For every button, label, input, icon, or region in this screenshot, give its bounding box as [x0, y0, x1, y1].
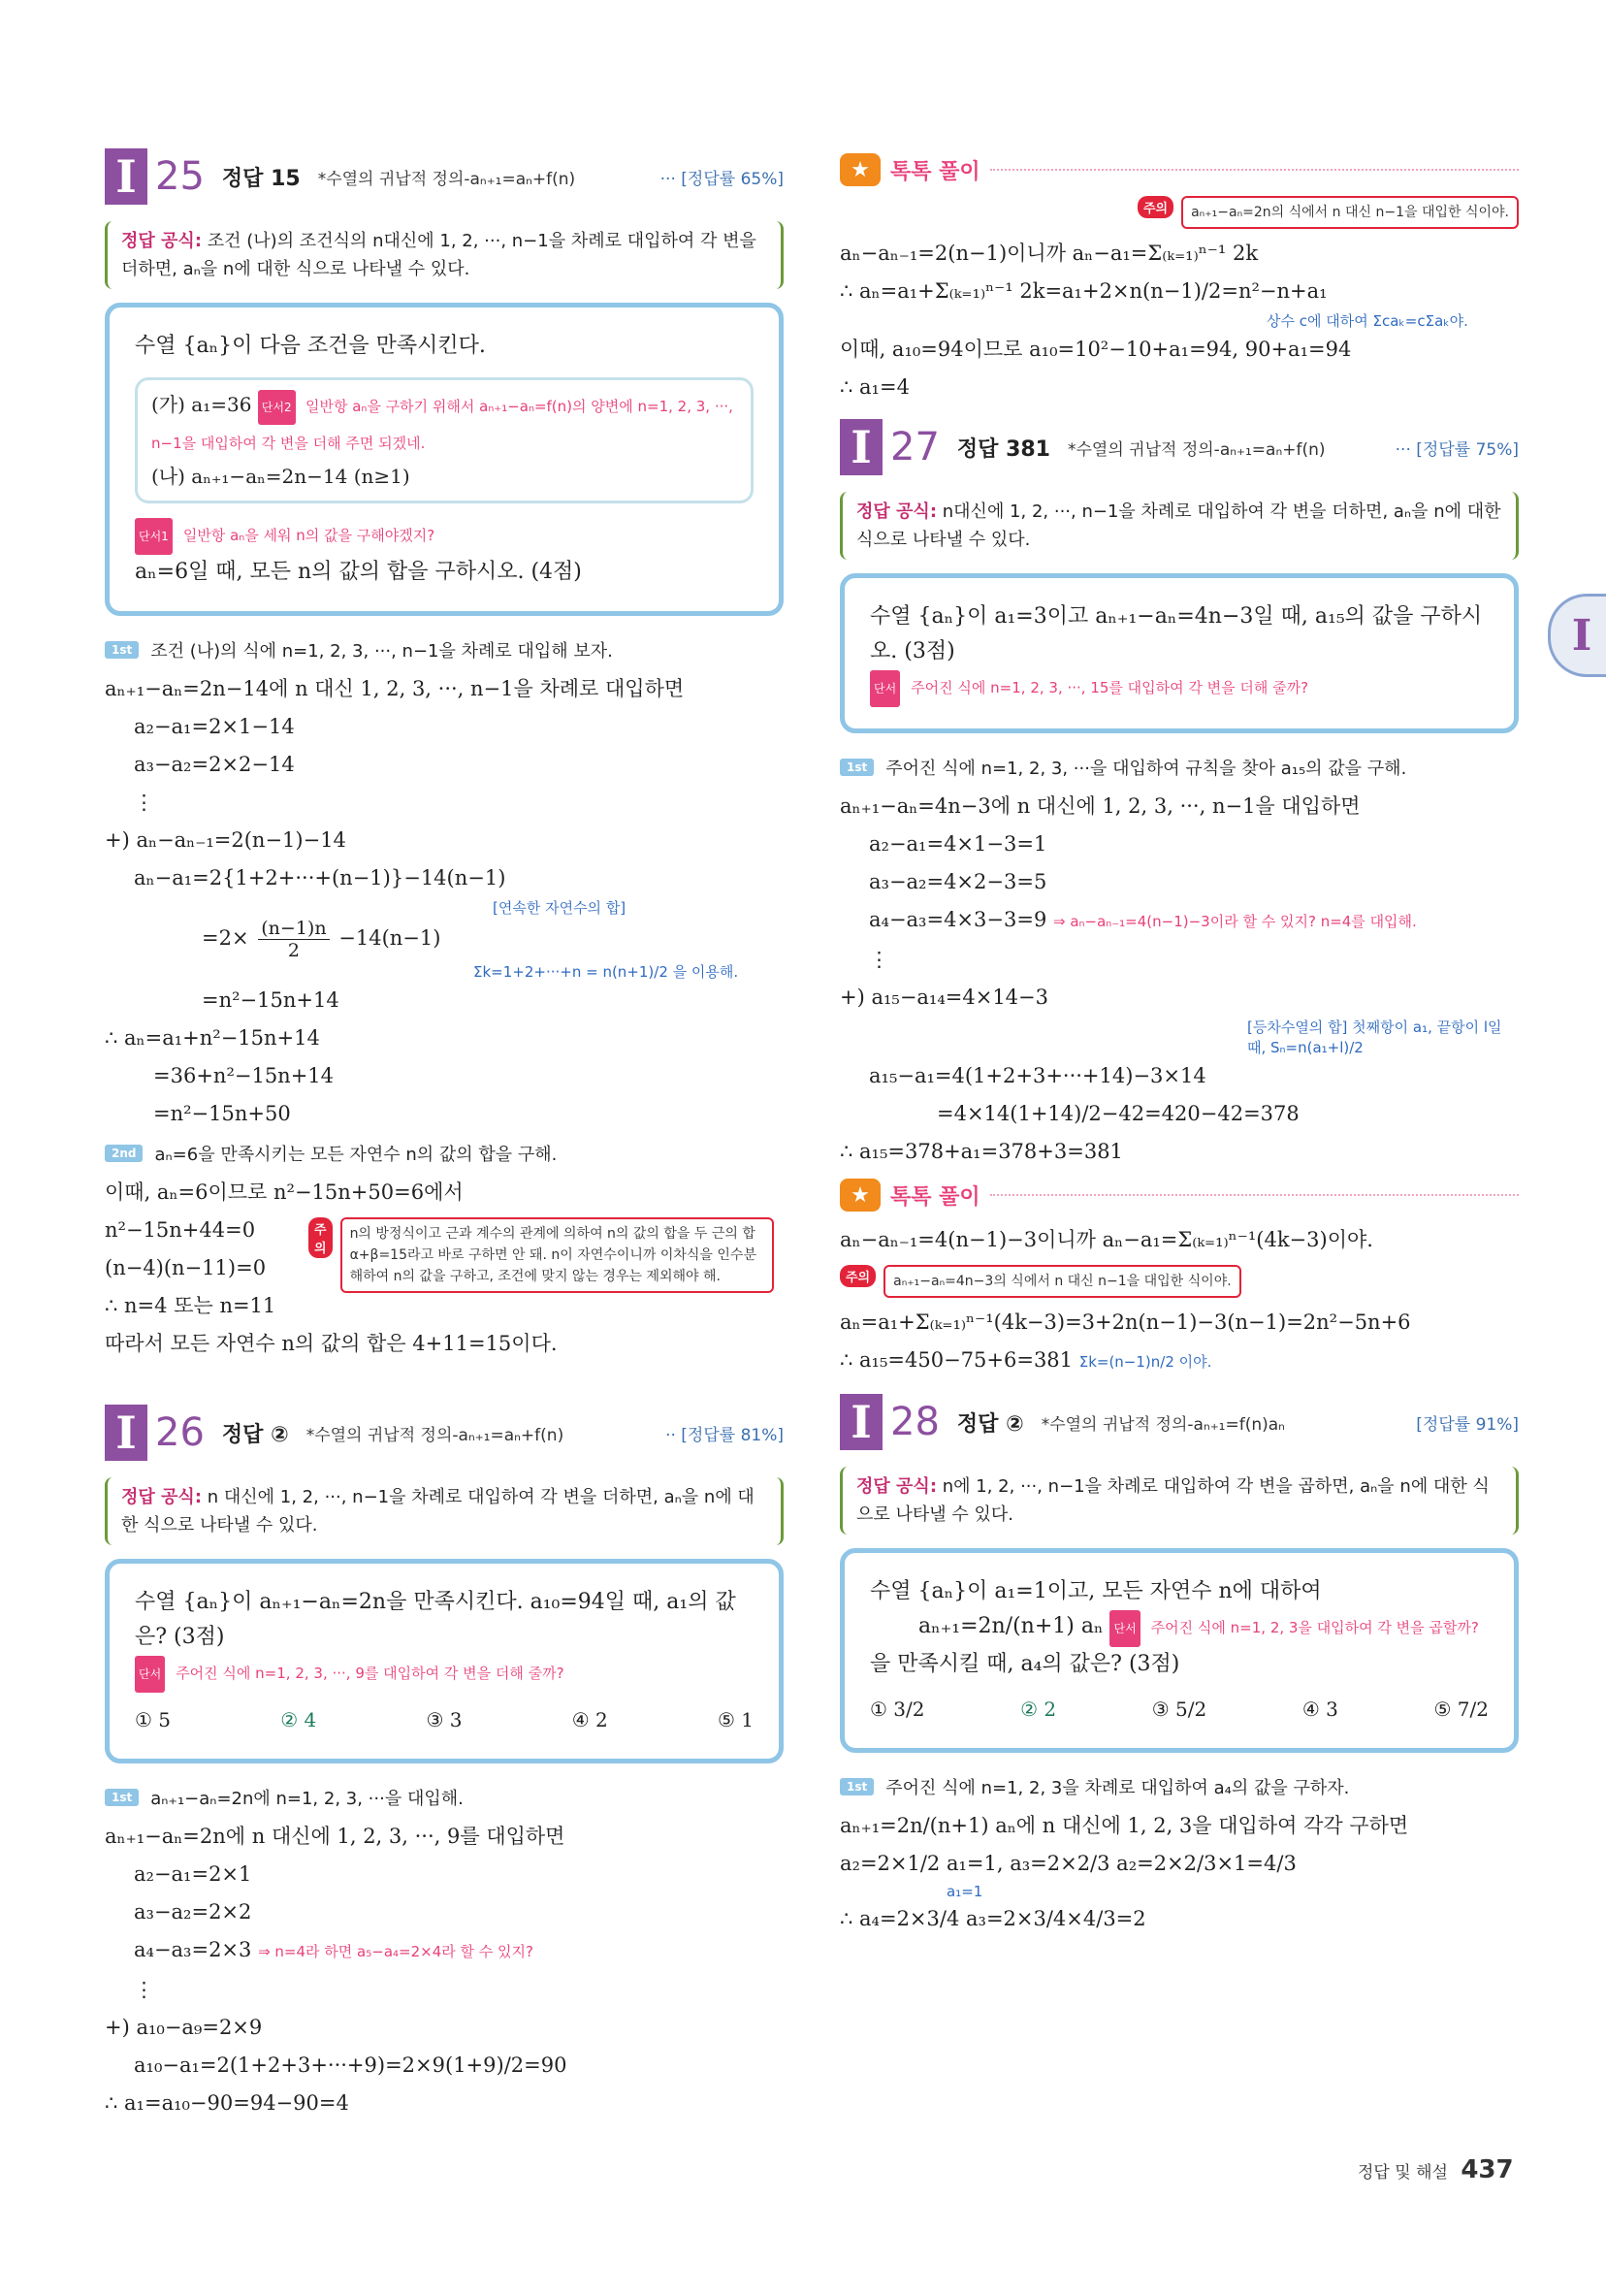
star-icon: ★ [840, 1179, 881, 1212]
solution-line: a₂=2×1/2 a₁=1, a₃=2×2/3 a₂=2×2/3×1=4/3 [840, 1852, 1297, 1875]
divider [990, 1194, 1519, 1196]
solution-line: ∴ a₁₅=378+a₁=378+3=381 [840, 1140, 1123, 1163]
solution-line: ∴ n=4 또는 n=11 [105, 1294, 276, 1317]
step-badge: 2nd [105, 1145, 143, 1162]
side-note: ⇒ n=4라 하면 a₅−a₄=2×4라 할 수 있지? [258, 1943, 533, 1960]
question-text: 을 만족시킬 때, a₄의 값은? (3점) [870, 1652, 1180, 1676]
problem-27-header [840, 416, 1519, 478]
topic-label: *수열의 귀납적 정의-aₙ₊₁=f(n)aₙ [1041, 1414, 1285, 1435]
caution-badge: 주의 [1138, 196, 1173, 218]
caution-badge: 주의 [308, 1217, 333, 1258]
condition-b: (나) aₙ₊₁−aₙ=2n−14 (n≥1) [151, 465, 410, 488]
solution-line: 이때, a₁₀=94이므로 a₁₀=10²−10+a₁=94, 90+a₁=94 [840, 338, 1352, 361]
caution-note [840, 196, 1519, 229]
caution-text: n의 방정식이고 근과 계수의 관계에 의하여 n의 값의 합을 두 근의 합 α+β=15라고 바로 구하면 안 돼. n이 자연수이니까 이차식을 인수분해하여 n의 값을 구하고, 조건에 맞지 않는 경우는 제외해야 해. [340, 1217, 774, 1293]
answer-formula [840, 492, 1519, 560]
solution-line: a₁₀−a₁=2(1+2+3+···+9)=2×9(1+9)/2=90 [134, 2053, 567, 2077]
answer-formula [840, 1467, 1519, 1535]
hint-text: 주어진 식에 n=1, 2, 3을 대입하여 각 변을 곱할까? [1150, 1619, 1479, 1636]
left-column [105, 146, 784, 2122]
solution-step [105, 1141, 784, 1166]
solution-line: aₙ₊₁=2n/(n+1) aₙ에 n 대신에 1, 2, 3을 대입하여 각각 구하면 [840, 1814, 1409, 1837]
step-text: aₙ₊₁−aₙ=2n에 n=1, 2, 3, ···을 대입해. [150, 1789, 464, 1809]
question-box [105, 303, 784, 616]
side-note: a₁=1 [947, 1883, 983, 1900]
question-box [840, 573, 1519, 733]
solution-line: a₃−a₂=2×2 [134, 1900, 252, 1924]
formula-text: n에 1, 2, ···, n−1을 차례로 대입하여 각 변을 곱하면, aₙ을 n에 대한 식으로 나타낼 수 있다. [856, 1476, 1490, 1525]
solution-block [105, 1212, 784, 1325]
choice: ④ 2 [571, 1708, 608, 1731]
problem-number: 25 [155, 154, 205, 199]
solution-line: +) aₙ−aₙ₋₁=2(n−1)−14 [105, 828, 346, 852]
solution-line: aₙ=a₁+Σ₍ₖ₌₁₎ⁿ⁻¹(4k−3)=3+2n(n−1)−3(n−1)=2n²−5n+6 [840, 1310, 1411, 1334]
solution-line: ∴ aₙ=a₁+Σ₍ₖ₌₁₎ⁿ⁻¹ 2k=a₁+2×n(n−1)/2=n²−n+a₁ [840, 279, 1328, 303]
star-icon: ★ [840, 153, 881, 186]
side-note: [연속한 자연수의 합] [493, 899, 626, 917]
solution-line: =4×14(1+14)/2−42=420−42=378 [937, 1102, 1300, 1125]
condition-a: (가) a₁=36 [151, 393, 252, 416]
question-text: aₙ=6일 때, 모든 n의 값의 합을 구하시오. (4점) [135, 560, 582, 584]
condition-box [135, 377, 754, 503]
solution-step [105, 637, 784, 663]
question-box [105, 1559, 784, 1763]
question-box [840, 1548, 1519, 1753]
choice: ③ 3 [426, 1708, 463, 1731]
problem-number: 27 [890, 425, 940, 469]
solution-line: a₃−a₂=4×2−3=5 [869, 870, 1047, 893]
problem-26-header [105, 1402, 784, 1464]
solution-line: =36+n²−15n+14 [153, 1064, 335, 1087]
caution-badge: 주의 [840, 1265, 876, 1287]
divider [990, 169, 1519, 171]
formula-label: 정답 공식: [121, 231, 203, 251]
hint-text: 일반항 aₙ을 구하기 위해서 aₙ₊₁−aₙ=f(n)의 양변에 n=1, 2, 3, ···, n−1을 대입하여 각 변을 더해 주면 되겠네. [151, 398, 733, 452]
problem-badge: I [105, 148, 147, 205]
solution-line: ∴ a₁₅=450−75+6=381 Σk=(n−1)n/2 이야. [840, 1348, 1212, 1372]
answer-formula [105, 1477, 784, 1545]
formula-text: n 대신에 1, 2, ···, n−1을 차례로 대입하여 각 변을 더하면, aₙ을 n에 대한 식으로 나타낼 수 있다. [121, 1487, 755, 1536]
solution-line: aₙ−aₙ₋₁=4(n−1)−3이니까 aₙ−a₁=Σ₍ₖ₌₁₎ⁿ⁻¹(4k−3)이야. [840, 1228, 1373, 1251]
choice: ① 3/2 [870, 1698, 925, 1721]
side-note: 상수 c에 대하여 Σcaₖ=cΣaₖ야. [1267, 312, 1468, 330]
choice-correct: ② 2 [1020, 1698, 1057, 1721]
caution-note [308, 1217, 774, 1319]
solution-step [105, 1785, 784, 1810]
formula-label: 정답 공식: [121, 1487, 203, 1507]
caution-note [840, 1265, 1519, 1298]
quick-solution-label: 톡톡 풀이 [890, 1184, 980, 1210]
step-text: aₙ=6을 만족시키는 모든 자연수 n의 값의 합을 구해. [154, 1145, 558, 1165]
step-badge: 1st [840, 1778, 874, 1795]
accuracy-rate: [정답률 91%] [1416, 1414, 1519, 1435]
caution-text: aₙ₊₁−aₙ=4n−3의 식에서 n 대신 n−1을 대입한 식이야. [883, 1265, 1241, 1298]
hint-text: 주어진 식에 n=1, 2, 3, ···, 9를 대입하여 각 변을 더해 줄까? [176, 1665, 564, 1682]
solution-line: aₙ−aₙ₋₁=2(n−1)이니까 aₙ−a₁=Σ₍ₖ₌₁₎ⁿ⁻¹ 2k [840, 242, 1259, 265]
solution-line: =n²−15n+14 [202, 988, 339, 1012]
solution-line: aₙ−a₁=2{1+2+···+(n−1)}−14(n−1) [134, 866, 506, 889]
choice: ③ 5/2 [1151, 1698, 1207, 1721]
problem-badge: I [840, 419, 883, 475]
hint-text: 주어진 식에 n=1, 2, 3, ···, 15를 대입하여 각 변을 더해 줄까? [911, 679, 1309, 696]
solution-line: +) a₁₀−a₉=2×9 [105, 2016, 263, 2039]
chapter-side-tab[interactable]: I [1548, 594, 1606, 677]
solution-line: a₄−a₃=2×3 ⇒ n=4라 하면 a₅−a₄=2×4라 할 수 있지? [134, 1938, 533, 1961]
answer-label: 정답 ② [956, 1411, 1024, 1437]
question-text: 수열 {aₙ}이 a₁=3이고 aₙ₊₁−aₙ=4n−3일 때, a₁₅의 값을 구하시오. (3점) [870, 604, 1483, 663]
problem-28-header [840, 1391, 1519, 1453]
topic-label: *수열의 귀납적 정의-aₙ₊₁=aₙ+f(n) [1068, 439, 1326, 460]
side-note: Σk=(n−1)n/2 이야. [1078, 1353, 1212, 1371]
formula-text: n대신에 1, 2, ···, n−1을 차례로 대입하여 각 변을 더하면, aₙ을 n에 대한 식으로 나타낼 수 있다. [856, 501, 1501, 550]
solution-step [840, 755, 1519, 780]
footer-label: 정답 및 해설 [1358, 2163, 1448, 2183]
hint-text: 일반항 aₙ을 세워 n의 값을 구해야겠지? [182, 527, 435, 544]
choice: ⑤ 7/2 [1433, 1698, 1489, 1721]
accuracy-rate: ··· [정답률 75%] [1395, 439, 1519, 460]
formula-label: 정답 공식: [856, 501, 938, 522]
quick-solution-header [840, 1179, 1519, 1212]
answer-label: 정답 ② [221, 1422, 289, 1447]
solution-line: aₙ₊₁−aₙ=2n−14에 n 대신 1, 2, 3, ···, n−1을 차례로 대입하면 [105, 677, 685, 700]
hint-badge: 단서1 [135, 518, 173, 555]
page-number: 437 [1461, 2155, 1514, 2184]
side-note: ⇒ aₙ−aₙ₋₁=4(n−1)−3이라 할 수 있지? n=4를 대입해. [1053, 913, 1417, 930]
solution-line: aₙ₊₁−aₙ=4n−3에 n 대신에 1, 2, 3, ···, n−1을 대입하면 [840, 794, 1361, 818]
solution-line: +) a₁₅−a₁₄=4×14−3 [840, 986, 1049, 1009]
hint-badge: 단서 [870, 670, 900, 707]
solution-line: ⋮ [134, 791, 154, 814]
topic-label: *수열의 귀납적 정의-aₙ₊₁=aₙ+f(n) [317, 169, 576, 189]
quick-solution-header [840, 153, 1519, 186]
answer-formula [105, 221, 784, 289]
step-text: 주어진 식에 n=1, 2, 3을 차례로 대입하여 a₄의 값을 구하자. [885, 1778, 1350, 1798]
solution-line: a₁₅−a₁=4(1+2+3+···+14)−3×14 [869, 1064, 1206, 1087]
problem-25-header [105, 146, 784, 208]
problem-badge: I [840, 1394, 883, 1450]
solution-line: (n−4)(n−11)=0 [105, 1256, 267, 1279]
formula-text: 조건 (나)의 조건식의 n대신에 1, 2, ···, n−1을 차례로 대입하여 각 변을 더하면, aₙ을 n에 대한 식으로 나타낼 수 있다. [121, 231, 756, 279]
solution-line: ∴ a₄=2×3/4 a₃=2×3/4×4/3=2 [840, 1907, 1146, 1930]
step-badge: 1st [105, 1789, 139, 1806]
problem-badge: I [105, 1405, 147, 1461]
step-text: 조건 (나)의 식에 n=1, 2, 3, ···, n−1을 차례로 대입해 보자. [150, 641, 613, 662]
expr: =2× [202, 926, 249, 950]
problem-number: 28 [890, 1400, 940, 1444]
solution-line: n²−15n+44=0 [105, 1218, 256, 1242]
hint-badge: 단서 [1109, 1610, 1140, 1647]
answer-choices [870, 1692, 1489, 1727]
choice: ⑤ 1 [717, 1708, 754, 1731]
step-badge: 1st [840, 759, 874, 776]
right-column [840, 146, 1519, 1938]
conclusion: 따라서 모든 자연수 n의 값의 합은 4+11=15이다. [105, 1332, 558, 1355]
solution-line: a₃−a₂=2×2−14 [134, 753, 295, 776]
question-text: 수열 {aₙ}이 a₁=1이고, 모든 자연수 n에 대하여 [870, 1579, 1322, 1603]
answer-choices [135, 1702, 754, 1737]
solution-line: ⋮ [869, 948, 889, 971]
question-text: 수열 {aₙ}이 다음 조건을 만족시킨다. [135, 334, 486, 358]
solution-line: a₂−a₁=2×1−14 [134, 715, 295, 738]
equation: aₙ₊₁=2n/(n+1) aₙ [918, 1614, 1104, 1638]
solution-line [105, 918, 784, 961]
expr: −14(n−1) [338, 926, 441, 950]
question-text: 수열 {aₙ}이 aₙ₊₁−aₙ=2n을 만족시킨다. a₁₀=94일 때, a₁의 값은? (3점) [135, 1590, 736, 1649]
step-text: 주어진 식에 n=1, 2, 3, ···을 대입하여 규칙을 찾아 a₁₅의 값을 구해. [885, 759, 1407, 779]
answer-label: 정답 15 [221, 166, 301, 191]
quick-solution-label: 톡톡 풀이 [890, 159, 980, 184]
solution-step [840, 1774, 1519, 1799]
solution-line: 이때, aₙ=6이므로 n²−15n+50=6에서 [105, 1180, 464, 1204]
solution-line: a₂−a₁=2×1 [134, 1862, 252, 1886]
answer-label: 정답 381 [956, 437, 1050, 462]
step-badge: 1st [105, 641, 139, 659]
solution-line: a₂−a₁=4×1−3=1 [869, 832, 1047, 856]
caution-text: aₙ₊₁−aₙ=2n의 식에서 n 대신 n−1을 대입한 식이야. [1181, 196, 1519, 229]
solution-line: ⋮ [134, 1978, 154, 2001]
solution-line: a₄−a₃=4×3−3=9 ⇒ aₙ−aₙ₋₁=4(n−1)−3이라 할 수 있지? n=4를 대입해. [869, 908, 1417, 931]
accuracy-rate: ··· [정답률 65%] [659, 169, 784, 189]
side-note: [등차수열의 합] 첫째항이 a₁, 끝항이 l일 때, Sₙ=n(a₁+l)/2 [1247, 1019, 1502, 1056]
formula-label: 정답 공식: [856, 1476, 938, 1497]
problem-number: 26 [155, 1410, 205, 1455]
solution-line: ∴ a₁=a₁₀−90=94−90=4 [105, 2091, 349, 2115]
side-note: Σk=1+2+···+n = n(n+1)/2 을 이용해. [473, 963, 739, 981]
solution-line: =n²−15n+50 [153, 1102, 291, 1125]
topic-label: *수열의 귀납적 정의-aₙ₊₁=aₙ+f(n) [305, 1425, 564, 1445]
choice: ① 5 [135, 1708, 172, 1731]
fraction: $\frac{(n-1)n}{2}$ [258, 918, 329, 961]
solution-line: aₙ₊₁−aₙ=2n에 n 대신에 1, 2, 3, ···, 9를 대입하면 [105, 1825, 565, 1848]
choice: ④ 3 [1301, 1698, 1338, 1721]
solution-line: ∴ a₁=4 [840, 375, 910, 399]
hint-badge: 단서 [135, 1656, 165, 1693]
accuracy-rate: ·· [정답률 81%] [665, 1425, 784, 1445]
hint-badge: 단서2 [258, 390, 296, 425]
page-footer [1358, 2155, 1514, 2184]
choice-correct: ② 4 [280, 1708, 317, 1731]
solution-line: ∴ aₙ=a₁+n²−15n+14 [105, 1026, 320, 1050]
